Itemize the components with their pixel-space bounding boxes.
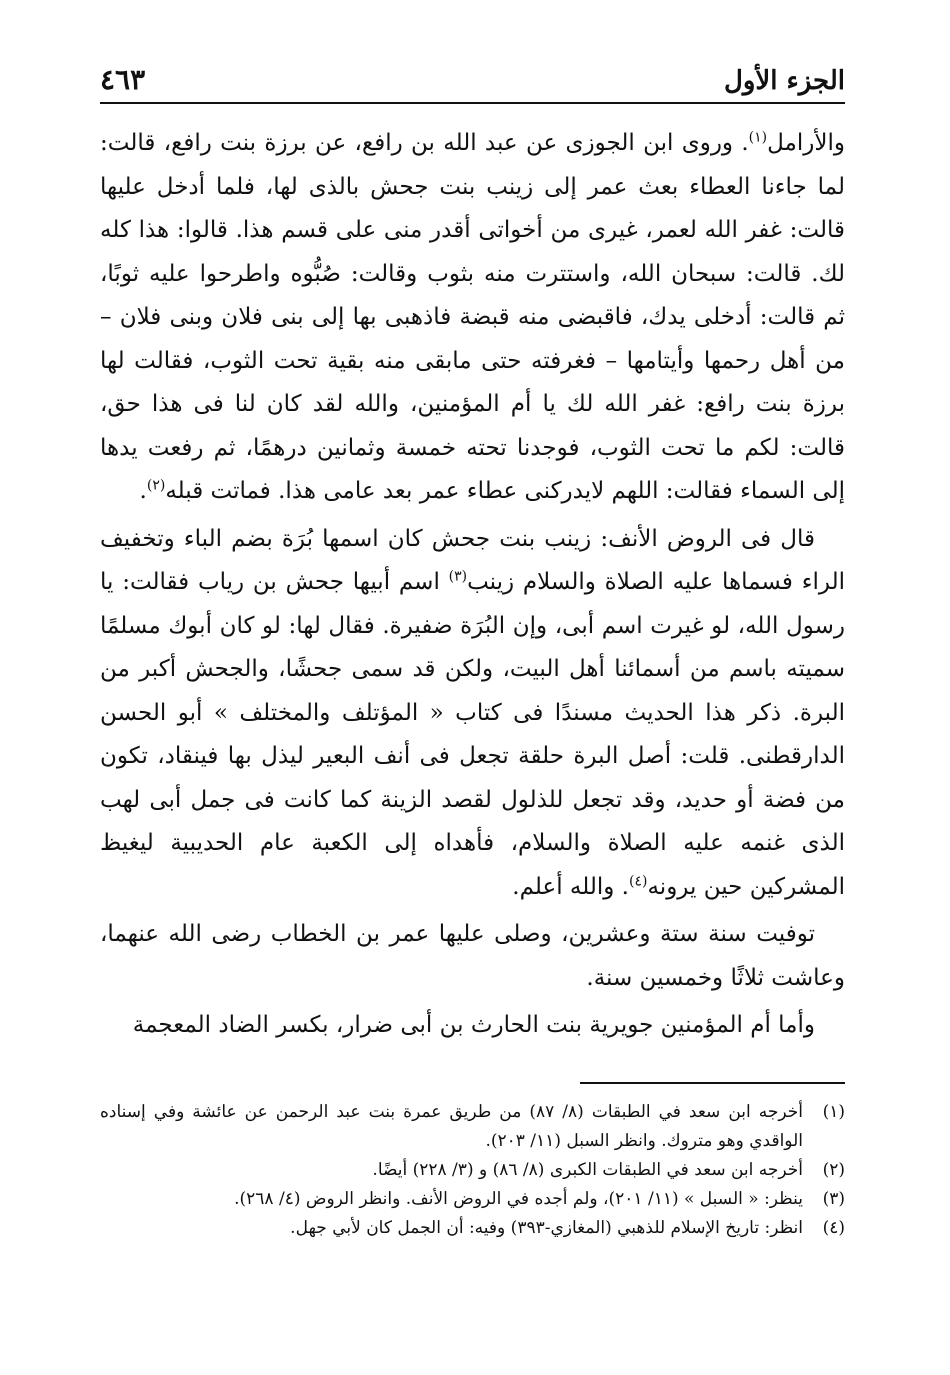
footnote bbox=[100, 1098, 845, 1156]
footnote-text: انظر: تاريخ الإسلام للذهبي (المغازي-٣٩٣) وفيه: أن الجمل كان لأبي جهل. bbox=[290, 1217, 803, 1238]
body-text bbox=[100, 122, 845, 1048]
footnote-number: (٢) bbox=[822, 1159, 845, 1180]
footnote bbox=[100, 1156, 845, 1185]
paragraph bbox=[100, 518, 845, 910]
footnote-ref: (٢) bbox=[146, 477, 166, 494]
footnote-ref: (١) bbox=[748, 129, 768, 146]
footnote-separator bbox=[580, 1082, 845, 1084]
footnote-text: ينظر: « السبل » (١١/ ٢٠١)، ولم أجده في الروض الأنف. وانظر الروض (٤/ ٢٦٨). bbox=[234, 1188, 803, 1209]
footnote-number: (٤) bbox=[822, 1217, 845, 1238]
page-number: ٤٦٣ bbox=[100, 63, 146, 96]
book-page bbox=[100, 50, 845, 1350]
paragraph-text: قال فى الروض الأنف: زينب بنت جحش كان اسمها بُرَة بضم الباء وتخفيف الراء فسماها عليه الصلاة والسلام زينب bbox=[100, 525, 845, 595]
footnote bbox=[100, 1214, 845, 1243]
paragraph-text: . والله أعلم. bbox=[512, 873, 629, 900]
footnote-number: (١) bbox=[822, 1101, 845, 1122]
footnote bbox=[100, 1185, 845, 1214]
paragraph bbox=[100, 913, 845, 1000]
footnote-ref: (٤) bbox=[629, 872, 648, 889]
running-title: الجزء الأول bbox=[723, 66, 845, 96]
footnote-text: أخرجه ابن سعد في الطبقات الكبرى (٨/ ٨٦) و (٣/ ٢٢٨) أيضًا. bbox=[372, 1159, 803, 1180]
page-header bbox=[100, 50, 845, 104]
paragraph bbox=[100, 122, 845, 514]
paragraph-text: اسم أبيها جحش بن رياب فقالت: يا رسول الله، لو غيرت اسم أبى، وإن البُرَة ضفيرة. فقال لها: لو كان أبوك مسلمًا سميته باسم من أسمائنا أهل البيت، ولكن قد سمى جحشًا، والجحش أكبر من البرة. ذكر هذا الحديث مسندًا فى كتاب « المؤتلف والمختلف » أبو الحسن الدارقطنى. قلت: أصل البرة حلقة تجعل فى أنف البعير ليذل بها فينقاد، تكون من فضة أو حديد، وقد تجعل للذلول لقصد الزينة كما كانت فى جمل أبى لهب الذى غنمه عليه الصلاة والسلام، فأهداه إلى الكعبة عام الحديبية ليغيظ المشركين حين يرونه bbox=[100, 569, 845, 900]
paragraph-text: . bbox=[139, 478, 147, 504]
paragraph-text: والأرامل bbox=[767, 130, 845, 156]
paragraph-text: . وروى ابن الجوزى عن عبد الله بن رافع، عن برزة بنت رافع، قالت: لما جاءنا العطاء بعث عمر إلى زينب بنت جحش بالذى لها، فلما أدخل عليها قالت: غفر الله لعمر، غيرى من أخواتى أقدر منى على قسم هذا. قالوا: هذا كله لك. قالت: سبحان الله، واستترت منه بثوب وقالت: صُبُّوه واطرحوا عليه ثوبًا، ثم قالت: أدخلى يدك، فاقبضى منه قبضة فاذهبى بها إلى بنى فلان وبنى فلان – من أهل رحمها وأيتامها – فغرفته حتى مابقى منه بقية تحت الثوب، فقالت لها برزة بنت رافع: غفر الله لك يا أم المؤمنين، والله لقد كان لنا فى هذا حق، قالت: لكم ما تحت الثوب، فوجدنا تحته خمسة وثمانين درهمًا، ثم رفعت يدها إلى السماء فقالت: اللهم لايدركنى عطاء عمر بعد عامى هذا. فماتت قبله bbox=[100, 130, 846, 504]
footnotes bbox=[100, 1098, 845, 1243]
paragraph bbox=[100, 1004, 845, 1048]
paragraph-text: وأما أم المؤمنين جويرية بنت الحارث بن أبى ضرار، بكسر الضاد المعجمة bbox=[132, 1012, 815, 1038]
footnote-number: (٣) bbox=[822, 1188, 845, 1209]
footnote-text: أخرجه ابن سعد في الطبقات (٨/ ٨٧) من طريق عمرة بنت عبد الرحمن عن عائشة وفي إسناده الواقدي وهو متروك. وانظر السبل (١١/ ٢٠٣). bbox=[100, 1101, 803, 1151]
footnote-ref: (٣) bbox=[448, 568, 468, 585]
paragraph-text: توفيت سنة ستة وعشرين، وصلى عليها عمر بن الخطاب رضى الله عنهما، وعاشت ثلاثًا وخمسين سنة. bbox=[100, 921, 845, 991]
